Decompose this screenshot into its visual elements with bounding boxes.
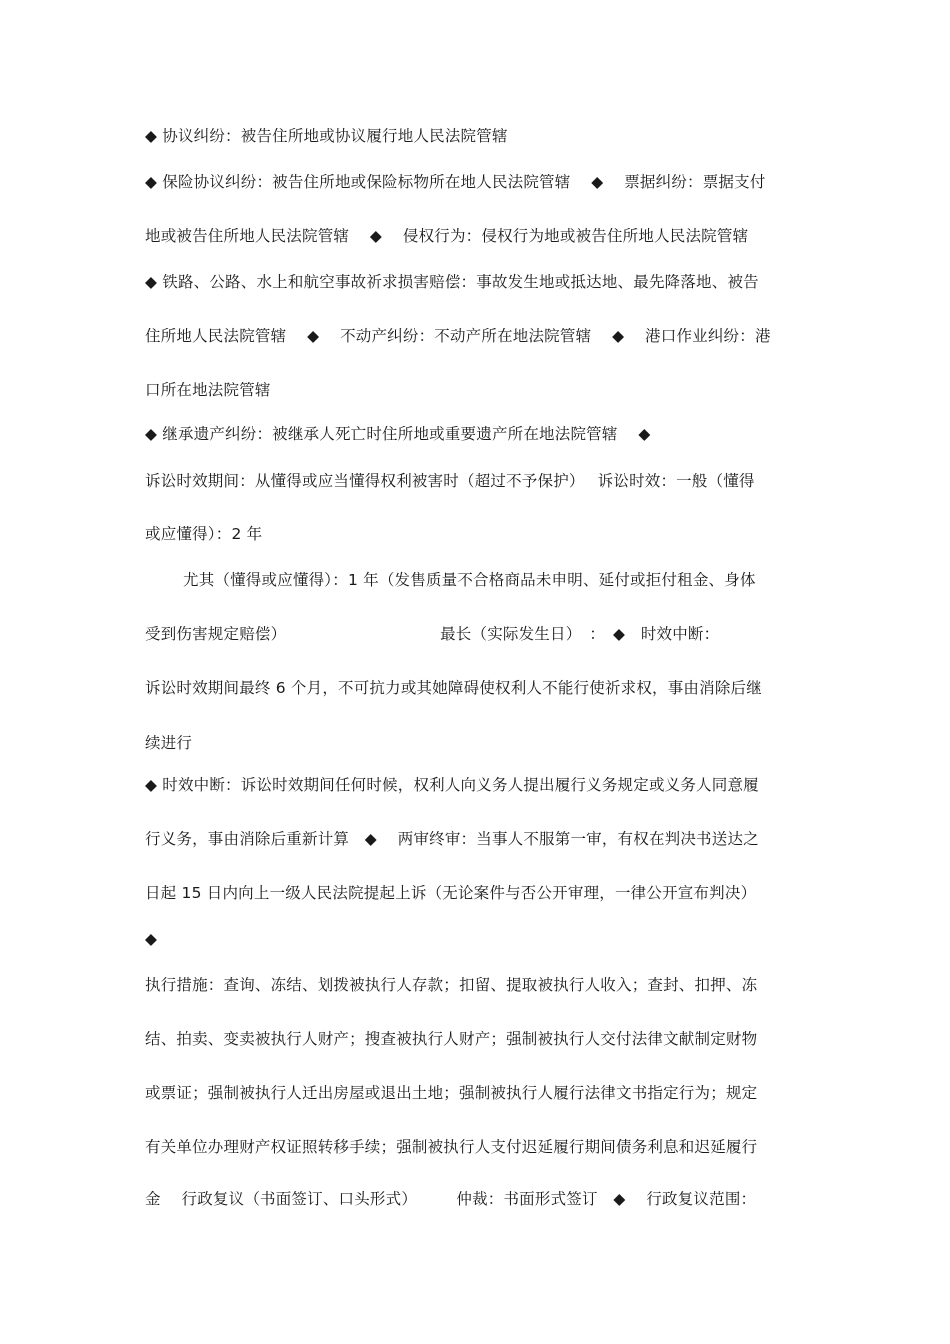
text-line: ◆ 协议纠纷：被告住所地或协议履行地人民法院管辖	[145, 127, 508, 145]
text-line: 口所在地法院管辖	[145, 381, 271, 399]
text-line: 诉讼时效期间最终 6 个月，不可抗力或其她障碍使权利人不能行使祈求权，事由消除后继	[145, 679, 762, 697]
text-line: ◆ 时效中断：诉讼时效期间任何时候，权利人向义务人提出履行义务规定或义务人同意履	[145, 776, 759, 794]
text-line: ◆	[145, 930, 158, 948]
text-line: 行义务，事由消除后重新计算 ◆ 两审终审：当事人不服第一审，有权在判决书送达之	[145, 830, 759, 848]
text-line: 结、拍卖、变卖被执行人财产；搜查被执行人财产；强制被执行人交付法律文献制定财物	[145, 1030, 758, 1048]
text-line: 受到伤害规定赔偿） 最长（实际发生日） ： ◆ 时效中断：	[145, 625, 720, 643]
text-line: 或票证；强制被执行人迁出房屋或退出土地；强制被执行人履行法律文书指定行为；规定	[145, 1084, 758, 1102]
text-line: 执行措施：查询、冻结、划拨被执行人存款；扣留、提取被执行人收入；查封、扣押、冻	[145, 976, 758, 994]
text-line: ◆ 保险协议纠纷：被告住所地或保险标物所在地人民法院管辖 ◆ 票据纠纷：票据支付	[145, 173, 766, 191]
text-line: 日起 15 日内向上一级人民法院提起上诉（无论案件与否公开审理，一律公开宣布判决）	[145, 884, 757, 902]
text-line: 金 行政复议（书面签订、口头形式） 仲裁：书面形式签订 ◆ 行政复议范围：	[145, 1190, 757, 1208]
text-line: ◆ 铁路、公路、水上和航空事故祈求损害赔偿：事故发生地或抵达地、最先降落地、被告	[145, 273, 759, 291]
text-line: ◆ 继承遗产纠纷：被继承人死亡时住所地或重要遗产所在地法院管辖 ◆	[145, 425, 651, 443]
text-line: 住所地人民法院管辖 ◆ 不动产纠纷：不动产所在地法院管辖 ◆ 港口作业纠纷：港	[145, 327, 771, 345]
text-line: 尤其（懂得或应懂得）：1 年（发售质量不合格商品未申明、延付或拒付租金、身体	[183, 571, 756, 589]
text-line: 续进行	[145, 734, 193, 752]
text-line: 有关单位办理财产权证照转移手续；强制被执行人支付迟延履行期间债务利息和迟延履行	[145, 1138, 758, 1156]
text-line: 诉讼时效期间：从懂得或应当懂得权利被害时（超过不予保护） 诉讼时效：一般（懂得	[145, 472, 755, 490]
text-line: 或应懂得）：2 年	[145, 525, 263, 543]
text-line: 地或被告住所地人民法院管辖 ◆ 侵权行为：侵权行为地或被告住所地人民法院管辖	[145, 227, 749, 245]
